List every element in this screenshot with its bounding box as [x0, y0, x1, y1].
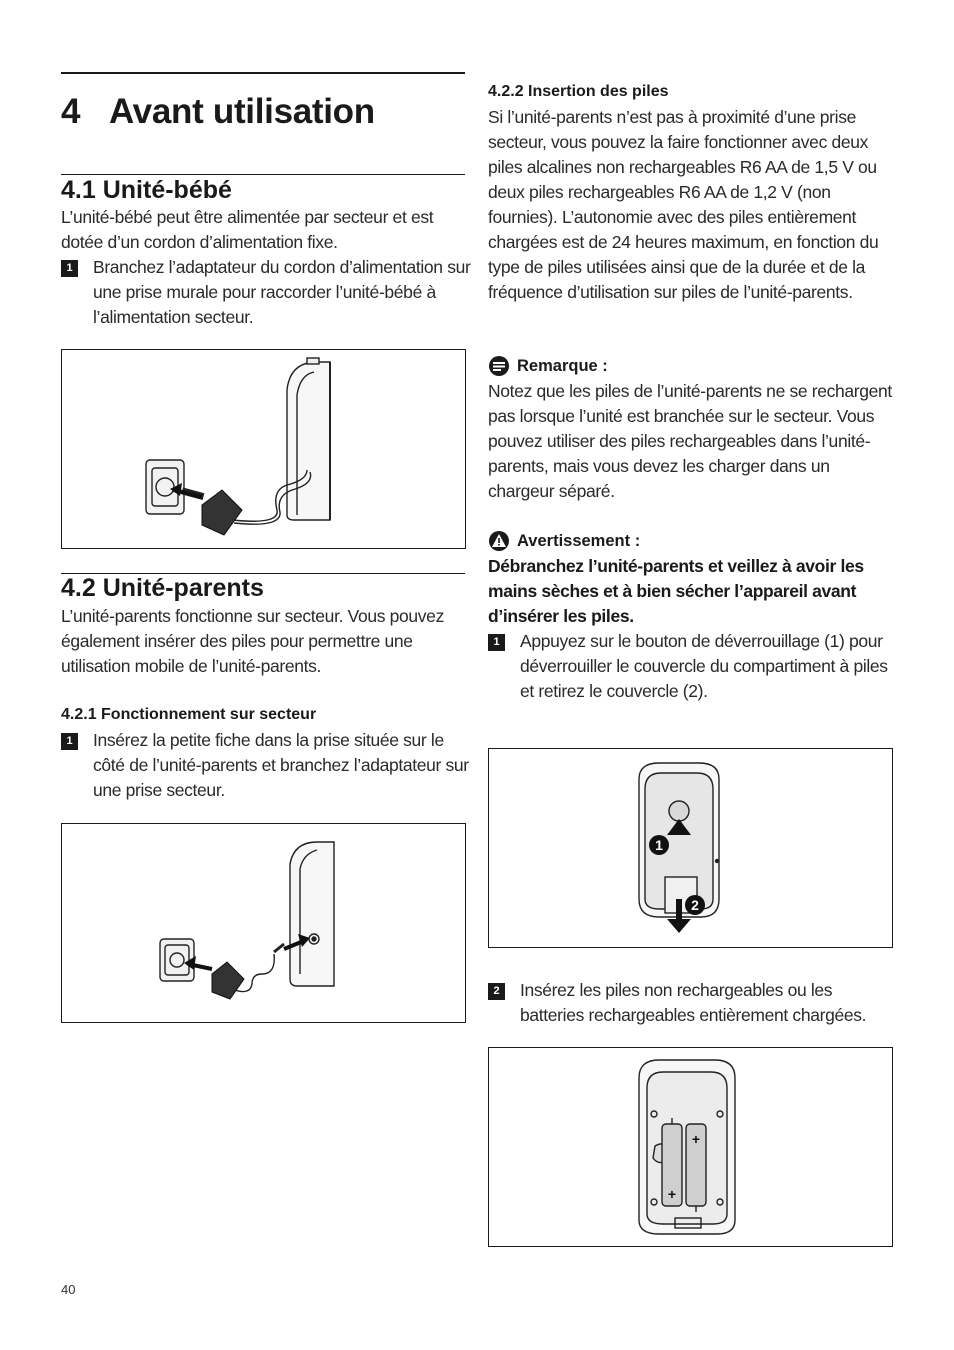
step-text: Branchez l’adaptateur du cordon d’alimentation sur une prise murale pour raccorder l’unité-bébé à l’alimentation secteur.	[93, 257, 471, 327]
figure-parent-unit-power	[61, 823, 466, 1023]
section-4-2-2-step-2	[488, 978, 898, 1028]
chapter-title-text: Avant utilisation	[109, 92, 375, 131]
figure-baby-unit-power	[61, 349, 466, 549]
step-badge: 1	[61, 260, 78, 277]
section-4-1-heading	[61, 176, 232, 205]
battery-insertion-illustration	[489, 1048, 892, 1246]
chapter-rule	[61, 72, 465, 74]
section-4-1-title: Unité-bébé	[102, 176, 232, 204]
section-4-2-2-heading: 4.2.2 Insertion des piles	[488, 83, 669, 100]
section-4-2-title: Unité-parents	[102, 574, 264, 602]
step-badge: 1	[61, 733, 78, 750]
parent-unit-power-illustration	[62, 824, 465, 1022]
page-number: 40	[61, 1282, 76, 1297]
note-icon	[488, 355, 510, 377]
callout-2: 2	[691, 897, 699, 913]
section-4-1-rule	[61, 174, 465, 175]
warning-title: Avertissement :	[517, 531, 641, 550]
step-text: Insérez la petite fiche dans la prise située sur le côté de l’unité-parents et branchez l’adaptateur sur une prise secteur.	[93, 730, 469, 800]
section-4-2-number: 4.2	[61, 574, 96, 602]
section-4-1-number: 4.1	[61, 176, 96, 204]
section-4-2-heading	[61, 574, 264, 603]
chapter-number: 4	[61, 92, 81, 131]
figure-battery-cover-removal	[488, 748, 893, 948]
callout-1: 1	[655, 837, 663, 853]
warning-body: Débranchez l’unité-parents et veillez à avoir les mains sèches et à bien sécher l’appareil avant d’insérer les piles.	[488, 556, 864, 626]
section-4-1-intro: L’unité-bébé peut être alimentée par secteur et est dotée d’un cordon d’alimentation fixe.	[61, 207, 434, 252]
baby-unit-power-illustration	[62, 350, 465, 548]
figure-battery-insertion	[488, 1047, 893, 1247]
battery-plus-2: +	[691, 1131, 701, 1147]
step-text: Insérez les piles non rechargeables ou les batteries rechargeables entièrement chargées.	[520, 980, 867, 1025]
step-badge: 2	[488, 983, 505, 1000]
note-body: Notez que les piles de l’unité-parents ne se rechargent pas lorsque l’unité est branchée sur le secteur. Vous pouvez utiliser des piles rechargeables dans l’unité-parents, mais vous devez les charger dans un chargeur séparé.	[488, 381, 892, 501]
battery-plus-1: +	[667, 1186, 677, 1202]
section-4-2-2-body: Si l’unité-parents n’est pas à proximité d’une prise secteur, vous pouvez la faire fonctionner avec deux piles alcalines non rechargeables R6 AA de 1,5 V ou deux piles rechargeables R6 AA de 1,2 V (non fournies). L’autonomie avec des piles entièrement chargées est de 24 heures maximum, en fonction du type de piles utilisées ainsi que de la durée et de la fréquence d’utilisation sur piles de l’unité-parents.	[488, 107, 879, 302]
step-text: Appuyez sur le bouton de déverrouillage (1) pour déverrouiller le couvercle du compartiment à piles et retirez le couvercle (2).	[520, 631, 888, 701]
note-title: Remarque :	[517, 356, 608, 375]
section-4-2-1-heading: 4.2.1 Fonctionnement sur secteur	[61, 706, 317, 723]
battery-cover-illustration	[489, 749, 892, 947]
warning-icon	[488, 530, 510, 552]
warning-heading	[488, 530, 640, 552]
section-4-2-intro: L’unité-parents fonctionne sur secteur. Vous pouvez également insérer des piles pour permettre une utilisation mobile de l’unité-parents.	[61, 606, 444, 676]
chapter-title	[61, 92, 375, 132]
section-4-2-1-step-1	[61, 728, 471, 803]
note-heading	[488, 355, 608, 377]
section-4-1-step-1	[61, 255, 471, 330]
step-badge: 1	[488, 634, 505, 651]
section-4-2-2-step-1	[488, 629, 898, 704]
